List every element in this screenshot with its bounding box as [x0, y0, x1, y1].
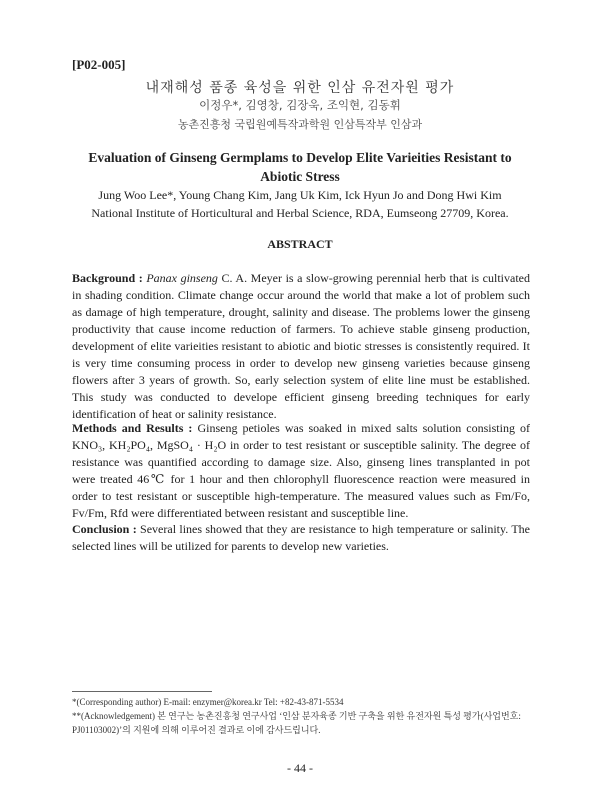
english-title-line-1: Evaluation of Ginseng Germplams to Develop Elite Varieities Resistant to: [88, 150, 512, 165]
abstract-heading: ABSTRACT: [267, 237, 333, 251]
methods-paragraph: [72, 420, 530, 522]
english-authors: Jung Woo Lee*, Young Chang Kim, Jang Uk Kim, Ick Hyun Jo and Dong Hwi Kim: [98, 188, 502, 202]
background-label: Background :: [72, 271, 143, 285]
footnote-corresponding-author: *(Corresponding author) E-mail: enzymer@korea.kr Tel: +82-43-871-5534: [72, 697, 344, 707]
korean-title: 내재해성 품종 육성을 위한 인삼 유전자원 평가: [145, 80, 455, 96]
background-paragraph: [72, 270, 530, 423]
korean-authors: 이정우*, 김영창, 김장욱, 조익현, 김동휘: [199, 98, 401, 112]
methods-label: Methods and Results :: [72, 421, 193, 435]
english-title-line-2: Abiotic Stress: [260, 169, 340, 184]
korean-affiliation: 농촌진흥청 국립원예특작과학원 인삼특작부 인삼과: [177, 118, 423, 131]
abstract-code: [P02-005]: [72, 57, 126, 72]
species-name: Panax ginseng: [146, 271, 218, 285]
page-number: - 44 -: [287, 761, 313, 775]
footnote-divider: [72, 691, 212, 692]
footnote-acknowledgement: **(Acknowledgement) 본 연구는 농촌진흥청 연구사업 ‘인삼 분자육종 기반 구축을 위한 유전자원 특성 평가(사업번호: PJ01103002)’의 지원에 의해 이루어진 결과로 이에 감사드립니다.: [72, 711, 521, 735]
conclusion-paragraph: [72, 521, 530, 555]
english-affiliation: National Institute of Horticultural and Herbal Science, RDA, Eumseong 27709, Korea.: [91, 206, 509, 220]
english-title: [0, 148, 600, 186]
methods-text: Ginseng petioles was soaked in mixed salts solution consisting of KNO₃, KH₂PO₄, MgSO₄ · H₂O in order to test resistant or susceptible salinity. The degree of resistance was quantified according to damage size. Also, ginseng lines transplanted in pot were treated 46℃ for 1 hour and then chlorophyll fluorescence reaction were measured in order to test resistant or susceptible high-temperature. The measured values such as Fm/Fo, Fv/Fm, Rfd were differentiated between resistant and susceptible line.: [72, 421, 530, 520]
background-text: C. A. Meyer is a slow-growing perennial herb that is cultivated in shading condition. Climate change occur around the world that make a lot of problem such as damage of high temperature, drought, salinity and disease. The problems lower the ginseng productivity that cause income reduction of farmers. To achieve stable ginseng production, development of elite varieities resistant to abiotic and biotic stresses is consistently required. It is very time consuming process in order to develop new ginseng varieties because ginseng flowers after 3 years of growth. So, early selection system of elite line must be established. This study was conducted to develope efficient ginseng breeding techniques for early identification of heat or salinity resistance.: [72, 271, 530, 421]
conclusion-label: Conclusion :: [72, 522, 137, 536]
conclusion-text: Several lines showed that they are resistance to high temperature or salinity. The selected lines will be utilized for parents to develop new varieties.: [72, 522, 531, 553]
